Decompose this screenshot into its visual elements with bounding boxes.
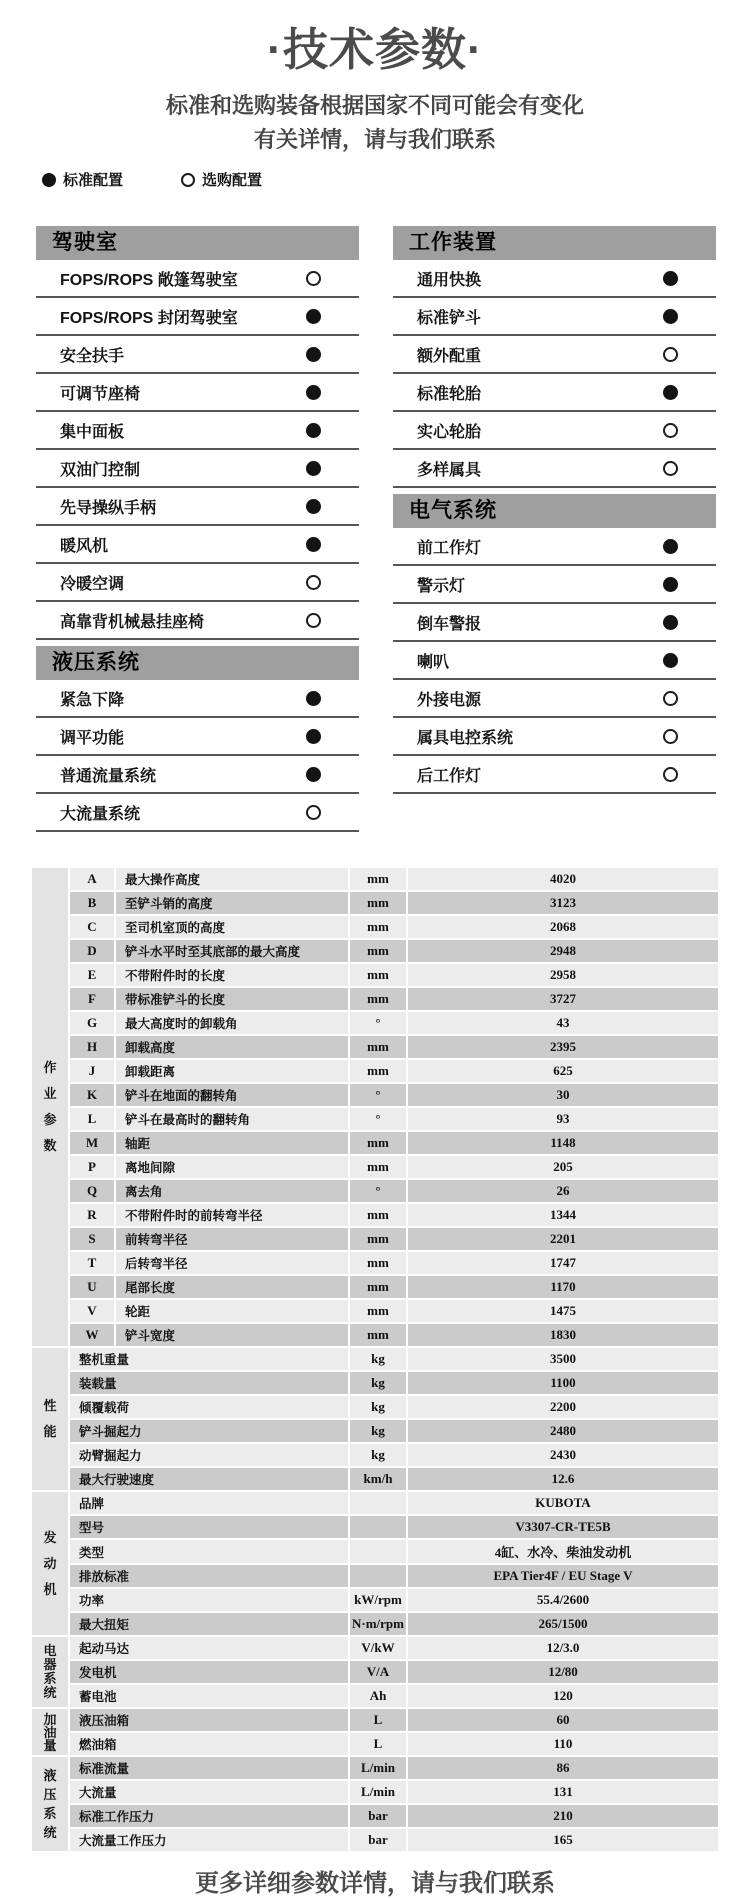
feature-item	[36, 488, 359, 526]
dim-code: D	[70, 940, 114, 962]
spec-unit: kg	[350, 1420, 406, 1442]
spec-value: KUBOTA	[408, 1492, 718, 1514]
spec-label: 轮距	[116, 1300, 348, 1322]
spec-value: 2395	[408, 1036, 718, 1058]
spec-row	[32, 916, 718, 938]
spec-value: 625	[408, 1060, 718, 1082]
standard-dot-icon	[663, 653, 678, 668]
spec-label: 大流量	[70, 1781, 348, 1803]
feature-section	[393, 494, 716, 794]
feature-column-right	[393, 226, 716, 794]
dim-code: R	[70, 1204, 114, 1226]
feature-item-label: 调平功能	[60, 729, 125, 747]
feature-item	[36, 298, 359, 336]
spec-value: 2958	[408, 964, 718, 986]
spec-value: 4020	[408, 868, 718, 890]
spec-row	[32, 1012, 718, 1034]
spec-label: 卸载高度	[116, 1036, 348, 1058]
spec-row	[32, 1516, 718, 1538]
spec-row	[32, 1084, 718, 1106]
spec-unit: mm	[350, 1132, 406, 1154]
group-label: 发 动 机	[32, 1492, 68, 1635]
spec-label: 倾覆载荷	[70, 1396, 348, 1418]
feature-item	[36, 412, 359, 450]
spec-row	[32, 1348, 718, 1370]
spec-unit: °	[350, 1108, 406, 1130]
feature-section	[36, 646, 359, 832]
spec-unit: mm	[350, 1156, 406, 1178]
spec-value: V3307-CR-TE5B	[408, 1516, 718, 1538]
spec-unit: bar	[350, 1805, 406, 1827]
feature-item-label: 后工作灯	[417, 767, 482, 785]
spec-value: 2068	[408, 916, 718, 938]
spec-row	[32, 988, 718, 1010]
spec-label: 最大高度时的卸载角	[116, 1012, 348, 1034]
feature-item	[36, 260, 359, 298]
section-header: 工作装置	[393, 226, 716, 260]
dim-code: A	[70, 868, 114, 890]
spec-label: 排放标准	[70, 1565, 348, 1587]
spec-label: 至铲斗销的高度	[116, 892, 348, 914]
spec-row	[32, 1156, 718, 1178]
spec-value: 93	[408, 1108, 718, 1130]
spec-unit: L/min	[350, 1757, 406, 1779]
spec-label: 动臂掘起力	[70, 1444, 348, 1466]
subtitle-line-1: 标准和选购装备根据国家不同可能会有变化	[165, 93, 584, 118]
spec-value: 205	[408, 1156, 718, 1178]
spec-unit: kg	[350, 1372, 406, 1394]
spec-unit: °	[350, 1180, 406, 1202]
group-label: 作 业 参 数	[32, 868, 68, 1346]
spec-row	[32, 1036, 718, 1058]
spec-value: 165	[408, 1829, 718, 1851]
spec-value: 1475	[408, 1300, 718, 1322]
spec-row	[32, 1324, 718, 1346]
dim-code: Q	[70, 1180, 114, 1202]
spec-table	[30, 866, 720, 1853]
dim-code: V	[70, 1300, 114, 1322]
section-header: 液压系统	[36, 646, 359, 680]
dim-code: K	[70, 1084, 114, 1106]
feature-item	[36, 450, 359, 488]
optional-dot-icon	[663, 347, 678, 362]
optional-dot-icon	[306, 613, 321, 628]
spec-table-body	[32, 868, 718, 1851]
feature-item-label: FOPS/ROPS 敞篷驾驶室	[60, 271, 238, 289]
feature-item-label: 标准铲斗	[417, 309, 482, 327]
feature-item-label: 属具电控系统	[417, 729, 514, 747]
optional-dot-icon	[663, 423, 678, 438]
feature-item-label: 可调节座椅	[60, 385, 141, 403]
spec-row	[32, 1565, 718, 1587]
feature-item-label: 喇叭	[417, 653, 450, 671]
spec-label: 后转弯半径	[116, 1252, 348, 1274]
spec-row	[32, 1613, 718, 1635]
spec-unit: mm	[350, 868, 406, 890]
subtitle-line-2: 有关详情，请与我们联系	[253, 127, 496, 152]
spec-value: 1100	[408, 1372, 718, 1394]
standard-dot-icon	[306, 537, 321, 552]
feature-item	[393, 642, 716, 680]
spec-label: 铲斗水平时至其底部的最大高度	[116, 940, 348, 962]
feature-item-label: 警示灯	[417, 577, 466, 595]
spec-unit: mm	[350, 988, 406, 1010]
feature-section	[393, 226, 716, 488]
spec-value: 60	[408, 1709, 718, 1731]
dim-code: F	[70, 988, 114, 1010]
spec-unit: kg	[350, 1348, 406, 1370]
feature-item-label: 标准轮胎	[417, 385, 482, 403]
spec-unit	[350, 1565, 406, 1587]
dim-code: E	[70, 964, 114, 986]
spec-label: 卸载距离	[116, 1060, 348, 1082]
spec-label: 最大扭矩	[70, 1613, 348, 1635]
spec-label: 铲斗在地面的翻转角	[116, 1084, 348, 1106]
standard-dot-icon	[306, 767, 321, 782]
feature-item-label: 集中面板	[60, 423, 125, 441]
spec-unit: mm	[350, 1300, 406, 1322]
spec-unit: mm	[350, 1060, 406, 1082]
standard-dot-icon	[663, 271, 678, 286]
spec-row	[32, 1132, 718, 1154]
spec-row	[32, 1396, 718, 1418]
spec-row	[32, 1444, 718, 1466]
feature-item-label: 冷暖空调	[60, 575, 125, 593]
footer-note: 更多详细参数详情，请与我们联系	[195, 1870, 555, 1897]
spec-row	[32, 1589, 718, 1611]
spec-unit: mm	[350, 1276, 406, 1298]
feature-item-label: FOPS/ROPS 封闭驾驶室	[60, 309, 238, 327]
standard-dot-icon	[306, 309, 321, 324]
spec-label: 离地间隙	[116, 1156, 348, 1178]
spec-value: 12/80	[408, 1661, 718, 1683]
spec-row	[32, 1468, 718, 1490]
spec-label: 前转弯半径	[116, 1228, 348, 1250]
spec-unit: mm	[350, 1252, 406, 1274]
spec-row	[32, 1829, 718, 1851]
spec-label: 最大行驶速度	[70, 1468, 348, 1490]
group-label: 加 油 量	[32, 1709, 68, 1755]
spec-label: 标准流量	[70, 1757, 348, 1779]
spec-unit: mm	[350, 964, 406, 986]
spec-label: 标准工作压力	[70, 1805, 348, 1827]
feature-item	[36, 336, 359, 374]
standard-dot-icon	[306, 385, 321, 400]
spec-unit: mm	[350, 940, 406, 962]
spec-unit: mm	[350, 892, 406, 914]
spec-unit: kg	[350, 1396, 406, 1418]
dim-code: L	[70, 1108, 114, 1130]
spec-value: 26	[408, 1180, 718, 1202]
spec-unit: mm	[350, 1204, 406, 1226]
page-title: ·技术参数·	[267, 24, 483, 75]
spec-row	[32, 1492, 718, 1514]
spec-value: 12.6	[408, 1468, 718, 1490]
spec-row	[32, 1180, 718, 1202]
spec-label: 不带附件时的长度	[116, 964, 348, 986]
spec-value: 1148	[408, 1132, 718, 1154]
standard-dot-icon	[306, 729, 321, 744]
spec-unit: kg	[350, 1444, 406, 1466]
spec-row	[32, 1252, 718, 1274]
spec-value: 86	[408, 1757, 718, 1779]
feature-item	[393, 566, 716, 604]
spec-unit: L	[350, 1709, 406, 1731]
spec-value: 3727	[408, 988, 718, 1010]
optional-dot-icon	[663, 461, 678, 476]
dim-code: C	[70, 916, 114, 938]
spec-value: 210	[408, 1805, 718, 1827]
feature-item	[393, 336, 716, 374]
feature-lists	[36, 226, 716, 832]
optional-dot-icon	[663, 767, 678, 782]
dim-code: S	[70, 1228, 114, 1250]
feature-item-label: 双油门控制	[60, 461, 141, 479]
feature-item	[393, 260, 716, 298]
section-header: 电气系统	[393, 494, 716, 528]
spec-row	[32, 892, 718, 914]
optional-dot-icon	[306, 271, 321, 286]
standard-dot-icon	[42, 173, 56, 187]
spec-label: 装载量	[70, 1372, 348, 1394]
spec-value: 120	[408, 1685, 718, 1707]
spec-value: 30	[408, 1084, 718, 1106]
standard-dot-icon	[663, 385, 678, 400]
standard-dot-icon	[306, 461, 321, 476]
spec-row	[32, 1709, 718, 1731]
feature-item	[393, 604, 716, 642]
feature-item	[393, 374, 716, 412]
feature-item-label: 多样属具	[417, 461, 482, 479]
spec-label: 铲斗掘起力	[70, 1420, 348, 1442]
spec-label: 蓄电池	[70, 1685, 348, 1707]
spec-unit: V/kW	[350, 1637, 406, 1659]
feature-item	[36, 756, 359, 794]
standard-dot-icon	[306, 347, 321, 362]
spec-label: 功率	[70, 1589, 348, 1611]
spec-row	[32, 1781, 718, 1803]
spec-label: 最大操作高度	[116, 868, 348, 890]
feature-item	[393, 680, 716, 718]
spec-value: 1170	[408, 1276, 718, 1298]
feature-item-label: 高靠背机械悬挂座椅	[60, 613, 205, 631]
spec-value: 55.4/2600	[408, 1589, 718, 1611]
feature-item	[36, 794, 359, 832]
feature-item	[36, 718, 359, 756]
spec-row	[32, 1661, 718, 1683]
spec-row	[32, 1805, 718, 1827]
spec-label: 不带附件时的前转弯半径	[116, 1204, 348, 1226]
spec-label: 发电机	[70, 1661, 348, 1683]
group-label: 电 器 系 统	[32, 1637, 68, 1707]
spec-unit: kW/rpm	[350, 1589, 406, 1611]
feature-item-label: 大流量系统	[60, 805, 141, 823]
spec-row	[32, 1685, 718, 1707]
standard-dot-icon	[663, 539, 678, 554]
spec-unit: N·m/rpm	[350, 1613, 406, 1635]
spec-value: 12/3.0	[408, 1637, 718, 1659]
spec-unit	[350, 1540, 406, 1563]
spec-value: 1747	[408, 1252, 718, 1274]
spec-row	[32, 868, 718, 890]
feature-item	[393, 450, 716, 488]
spec-row	[32, 1540, 718, 1563]
spec-unit: bar	[350, 1829, 406, 1851]
group-label: 液 压 系 统	[32, 1757, 68, 1851]
feature-item	[36, 526, 359, 564]
spec-label: 尾部长度	[116, 1276, 348, 1298]
group-label: 性 能	[32, 1348, 68, 1490]
feature-item	[393, 528, 716, 566]
dim-code: T	[70, 1252, 114, 1274]
spec-unit: mm	[350, 916, 406, 938]
standard-dot-icon	[306, 691, 321, 706]
spec-label: 至司机室顶的高度	[116, 916, 348, 938]
legend-standard	[42, 169, 123, 190]
feature-section	[36, 226, 359, 640]
spec-unit: km/h	[350, 1468, 406, 1490]
spec-label: 型号	[70, 1516, 348, 1538]
spec-row	[32, 1733, 718, 1755]
standard-dot-icon	[663, 309, 678, 324]
spec-label: 铲斗宽度	[116, 1324, 348, 1346]
spec-value: 2480	[408, 1420, 718, 1442]
spec-unit	[350, 1492, 406, 1514]
feature-item-label: 安全扶手	[60, 347, 125, 365]
spec-unit	[350, 1516, 406, 1538]
feature-item	[36, 374, 359, 412]
spec-row	[32, 1060, 718, 1082]
spec-row	[32, 964, 718, 986]
spec-unit: L/min	[350, 1781, 406, 1803]
feature-item-label: 倒车警报	[417, 615, 482, 633]
dim-code: J	[70, 1060, 114, 1082]
spec-unit: mm	[350, 1324, 406, 1346]
legend	[42, 169, 750, 190]
spec-unit: °	[350, 1012, 406, 1034]
spec-label: 大流量工作压力	[70, 1829, 348, 1851]
spec-row	[32, 1372, 718, 1394]
spec-unit: mm	[350, 1228, 406, 1250]
spec-value: 265/1500	[408, 1613, 718, 1635]
optional-dot-icon	[663, 729, 678, 744]
spec-unit: °	[350, 1084, 406, 1106]
spec-unit: Ah	[350, 1685, 406, 1707]
spec-row	[32, 1637, 718, 1659]
feature-item-label: 实心轮胎	[417, 423, 482, 441]
optional-dot-icon	[306, 805, 321, 820]
feature-item-label: 先导操纵手柄	[60, 499, 157, 517]
spec-label: 整机重量	[70, 1348, 348, 1370]
standard-dot-icon	[663, 577, 678, 592]
feature-item-label: 通用快换	[417, 271, 482, 289]
spec-value: 1830	[408, 1324, 718, 1346]
dim-code: M	[70, 1132, 114, 1154]
spec-value: 4缸、水冷、柴油发动机	[408, 1540, 718, 1563]
spec-label: 类型	[70, 1540, 348, 1563]
optional-dot-icon	[181, 173, 195, 187]
optional-dot-icon	[663, 691, 678, 706]
spec-value: 3500	[408, 1348, 718, 1370]
spec-value: EPA Tier4F / EU Stage V	[408, 1565, 718, 1587]
spec-row	[32, 1228, 718, 1250]
spec-value: 2948	[408, 940, 718, 962]
spec-row	[32, 1204, 718, 1226]
spec-unit: L	[350, 1733, 406, 1755]
spec-label: 品牌	[70, 1492, 348, 1514]
spec-label: 起动马达	[70, 1637, 348, 1659]
standard-dot-icon	[306, 499, 321, 514]
dim-code: B	[70, 892, 114, 914]
spec-row	[32, 1276, 718, 1298]
feature-item-label: 外接电源	[417, 691, 482, 709]
dim-code: H	[70, 1036, 114, 1058]
spec-value: 1344	[408, 1204, 718, 1226]
feature-column-left	[36, 226, 359, 832]
spec-row	[32, 940, 718, 962]
dim-code: G	[70, 1012, 114, 1034]
dim-code: U	[70, 1276, 114, 1298]
spec-value: 3123	[408, 892, 718, 914]
dim-code: P	[70, 1156, 114, 1178]
feature-item-label: 紧急下降	[60, 691, 125, 709]
feature-item-label: 前工作灯	[417, 539, 482, 557]
spec-row	[32, 1420, 718, 1442]
feature-item	[393, 298, 716, 336]
standard-dot-icon	[306, 423, 321, 438]
legend-optional-label: 选购配置	[202, 172, 263, 189]
feature-item	[36, 564, 359, 602]
legend-optional	[181, 169, 262, 190]
spec-value: 110	[408, 1733, 718, 1755]
spec-unit: mm	[350, 1036, 406, 1058]
spec-row	[32, 1300, 718, 1322]
spec-value: 43	[408, 1012, 718, 1034]
spec-value: 2200	[408, 1396, 718, 1418]
feature-item	[393, 756, 716, 794]
optional-dot-icon	[306, 575, 321, 590]
spec-value: 2430	[408, 1444, 718, 1466]
feature-item-label: 额外配重	[417, 347, 482, 365]
section-header: 驾驶室	[36, 226, 359, 260]
spec-row	[32, 1108, 718, 1130]
spec-label: 轴距	[116, 1132, 348, 1154]
spec-label: 液压油箱	[70, 1709, 348, 1731]
feature-item-label: 普通流量系统	[60, 767, 157, 785]
spec-value: 2201	[408, 1228, 718, 1250]
spec-label: 燃油箱	[70, 1733, 348, 1755]
feature-item	[393, 412, 716, 450]
feature-item-label: 暖风机	[60, 537, 109, 555]
spec-value: 131	[408, 1781, 718, 1803]
legend-standard-label: 标准配置	[63, 172, 124, 189]
dim-code: W	[70, 1324, 114, 1346]
feature-item	[36, 680, 359, 718]
spec-unit: V/A	[350, 1661, 406, 1683]
spec-label: 离去角	[116, 1180, 348, 1202]
feature-item	[393, 718, 716, 756]
feature-item	[36, 602, 359, 640]
spec-label: 带标准铲斗的长度	[116, 988, 348, 1010]
standard-dot-icon	[663, 615, 678, 630]
spec-label: 铲斗在最高时的翻转角	[116, 1108, 348, 1130]
